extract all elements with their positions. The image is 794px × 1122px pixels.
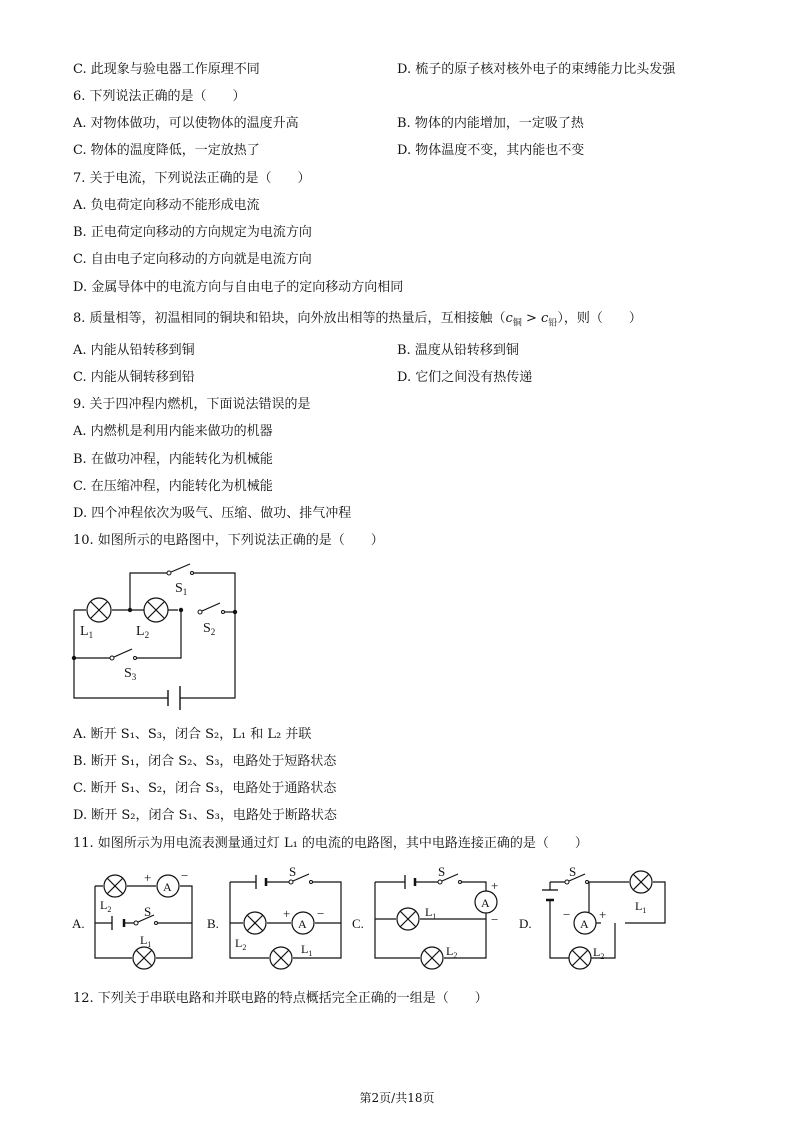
q11d-battery (542, 890, 558, 900)
q11d-lamp-l2 (569, 947, 591, 969)
q11b-battery (256, 875, 266, 889)
q11-label-c: C. (352, 916, 364, 931)
q10-label-l1: $L_1$ (80, 624, 94, 640)
q11d-switch-label: S (569, 864, 577, 879)
q11-circuit-a (70, 862, 200, 977)
q8-sub-copper: 铜 (512, 318, 522, 329)
q12-stem: 12. 下列关于串联电路和并联电路的特点概括完全正确的一组是（ ） (73, 991, 488, 1006)
q7-option-d: D. 金属导体中的电流方向与自由电子的定向移动方向相同 (73, 280, 404, 295)
q11d-label-l2: $L_2$ (593, 945, 605, 961)
q11a-switch-label: S (144, 904, 152, 919)
q11d-label-l1: $L_1$ (635, 899, 647, 915)
q11d-minus: − (563, 907, 571, 922)
q10-switch-s3 (110, 649, 137, 660)
q10-stem: 10. 如图所示的电路图中，下列说法正确的是（ ） (73, 533, 384, 548)
q11a-lamp-l1 (133, 947, 155, 969)
q11c-label-l1: $L_1$ (425, 905, 437, 921)
q6-option-d: D. 物体温度不变，其内能也不变 (397, 143, 585, 158)
q6-option-a: A. 对物体做功，可以使物体的温度升高 (73, 116, 299, 131)
q11a-minus: − (181, 868, 189, 883)
q9-option-d: D. 四个冲程依次为吸气、压缩、做功、排气冲程 (73, 506, 352, 521)
q11b-plus: + (283, 906, 291, 921)
q10-switch-s1 (167, 564, 194, 575)
q11c-label-l2: $L_2$ (446, 944, 458, 960)
q5-option-d: D. 梳子的原子核对核外电子的束缚能力比头发强 (397, 62, 676, 77)
q11d-ammeter (574, 912, 596, 934)
q11c-lamp-l1 (397, 908, 419, 930)
page-footer: 第2页/共18页 (359, 1091, 435, 1105)
q11a-label-l2: $L_2$ (100, 898, 112, 914)
q11b-ammeter (292, 912, 314, 934)
q10-junction-far (233, 610, 237, 614)
q5-option-c: C. 此现象与验电器工作原理不同 (73, 62, 260, 77)
q11a-lamp-l2 (104, 875, 126, 897)
q11b-lamp-l1 (270, 947, 292, 969)
q8-stem-post: ），则（ ） (557, 311, 642, 326)
q8-c-symbol-2: c (541, 311, 549, 326)
svg-text:A: A (163, 880, 172, 894)
q6-option-c: C. 物体的温度降低，一定放热了 (73, 143, 260, 158)
q10-lamp-l1 (87, 598, 111, 622)
q8-stem (73, 311, 642, 332)
q8-sub-lead: 铅 (548, 318, 558, 329)
q11a-ammeter (157, 875, 179, 897)
q11b-minus: − (317, 906, 325, 921)
q11c-minus: − (491, 912, 499, 927)
q9-option-c: C. 在压缩冲程，内能转化为机械能 (73, 479, 273, 494)
q10-label-l2: $L_2$ (136, 624, 150, 640)
q11-stem: 11. 如图所示为用电流表测量通过灯 L₁ 的电流的电路图，其中电路连接正确的是（ ） (73, 836, 588, 851)
q11c-battery (405, 875, 415, 889)
q11c-lamp-l2 (421, 947, 443, 969)
q8-option-c: C. 内能从铜转移到铅 (73, 370, 195, 385)
q9-option-b: B. 在做功冲程，内能转化为机械能 (73, 452, 273, 467)
q10-junction-left (72, 656, 76, 660)
q10-circuit-figure (60, 560, 260, 720)
q11-label-d: D. (519, 916, 532, 931)
q11-circuit-c (350, 862, 510, 977)
q11b-lamp-l2 (244, 912, 266, 934)
q7-option-a: A. 负电荷定向移动不能形成电流 (73, 198, 260, 213)
q8-c-symbol: c (505, 311, 513, 326)
svg-text:A: A (481, 896, 490, 910)
q10-label-s2: $S_2$ (203, 621, 216, 637)
q10-junction-right (179, 608, 183, 612)
q8-option-b: B. 温度从铅转移到铜 (397, 343, 519, 358)
q7-option-c: C. 自由电子定向移动的方向就是电流方向 (73, 252, 312, 267)
q6-stem: 6. 下列说法正确的是（ ） (73, 89, 246, 104)
q6-option-b: B. 物体的内能增加，一定吸了热 (397, 116, 584, 131)
q11c-plus: + (491, 878, 499, 893)
q11a-label-l1: $L_1$ (140, 933, 152, 949)
q11a-battery (112, 916, 124, 930)
q8-option-a: A. 内能从铅转移到铜 (73, 343, 195, 358)
q10-lamp-l2 (144, 598, 168, 622)
q11d-lamp-l1 (630, 871, 652, 893)
q8-option-d: D. 它们之间没有热传递 (397, 370, 533, 385)
q8-gt: > (521, 311, 542, 326)
q11-label-b: B. (207, 916, 219, 931)
q10-label-s1: $S_1$ (175, 581, 188, 597)
q10-option-c: C. 断开 S₁、S₂，闭合 S₃，电路处于通路状态 (73, 781, 337, 796)
q10-option-a: A. 断开 S₁、S₃，闭合 S₂，L₁ 和 L₂ 并联 (73, 727, 312, 742)
q11c-ammeter (475, 891, 497, 913)
q7-option-b: B. 正电荷定向移动的方向规定为电流方向 (73, 225, 312, 240)
q11-circuit-d (515, 862, 675, 977)
q10-battery (168, 686, 180, 710)
q10-option-d: D. 断开 S₂，闭合 S₁、S₃，电路处于断路状态 (73, 808, 337, 823)
q7-stem: 7. 关于电流，下列说法正确的是（ ） (73, 171, 311, 186)
q9-option-a: A. 内燃机是利用内能来做功的机器 (73, 424, 273, 439)
q11d-plus: + (599, 907, 607, 922)
q11c-switch-label: S (438, 864, 446, 879)
q10-label-s3: $S_3$ (124, 666, 137, 682)
q10-option-b: B. 断开 S₁，闭合 S₂、S₃，电路处于短路状态 (73, 754, 337, 769)
q11-circuit-b (205, 862, 355, 977)
svg-text:A: A (298, 917, 307, 931)
q11-label-a: A. (72, 916, 85, 931)
q10-switch-s2 (198, 603, 225, 614)
q9-stem: 9. 关于四冲程内燃机，下面说法错误的是 (73, 397, 311, 412)
q11b-label-l1: $L_1$ (301, 942, 313, 958)
q10-junction-mid (128, 608, 132, 612)
q11b-label-l2: $L_2$ (235, 936, 247, 952)
q11a-plus: + (144, 870, 152, 885)
svg-text:A: A (580, 917, 589, 931)
q11b-switch-label: S (289, 864, 297, 879)
q8-stem-pre: 8. 质量相等，初温相同的铜块和铅块，向外放出相等的热量后，互相接触（ (73, 311, 506, 326)
